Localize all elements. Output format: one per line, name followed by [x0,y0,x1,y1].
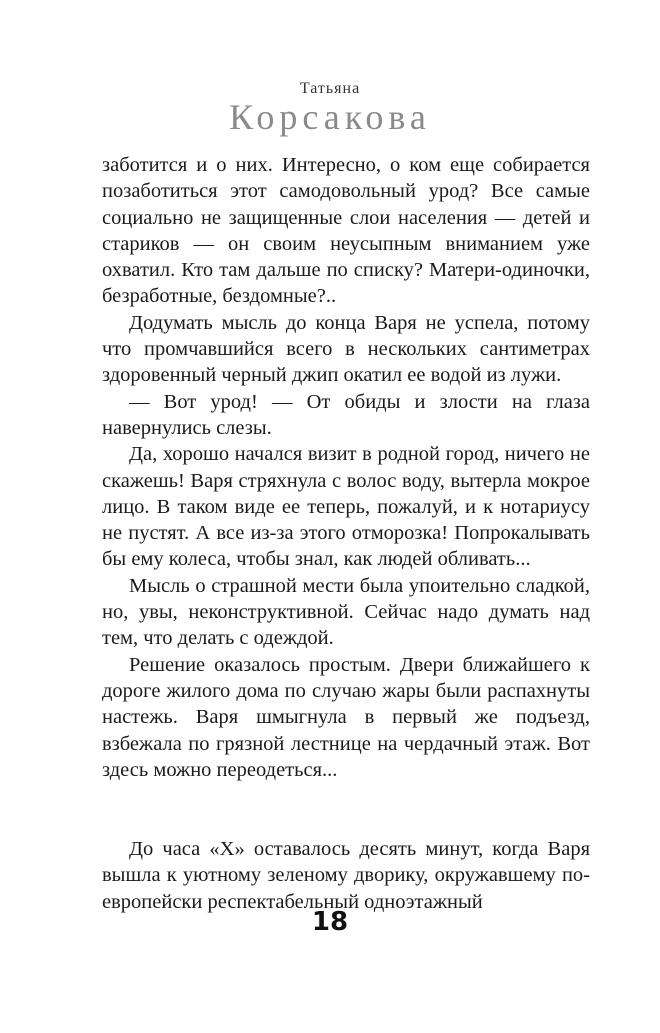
paragraph-7: До часа «Х» оставалось десять минут, когда Варя вышла к уютному зеленому дворику, окружавшему по-европейски респектабельный одноэтажный [102,838,590,913]
paragraph-4: Да, хорошо начался визит в родной город, ничего не скажешь! Варя стряхнула с волос воду, вытерла мокрое лицо. В таком виде ее теперь, пожалуй, и к нотариусу не пустят. А все из-за этого отморозка! Попрокалывать бы ему колеса, чтобы знал, как людей обливать... [102,443,590,571]
paragraph-2: Додумать мысль до конца Варя не успела, потому что промчавшийся всего в нескольких сантиметрах здоровенный черный джип окатил ее водой из лужи. [102,311,590,387]
page-body-text [102,152,590,915]
author-last-name: Корсакова [229,97,431,137]
paragraph-1: заботится и о них. Интересно, о ком еще собирается позаботиться этот самодовольный урод? Все самые социально не защищенные слои населения — детей и стариков — он своим неусыпным вниманием уже охватил. Кто там дальше по списку? Матери-одиночки, безработные, бездомные?.. [102,154,590,308]
paragraph-3: — Вот урод! — От обиды и злости на глаза навернулись слезы. [102,390,590,439]
paragraph-5: Мысль о страшной мести была упоительно сладкой, но, увы, неконструктивной. Сейчас надо думать над тем, что делать с одеждой. [102,574,590,650]
page-number: 18 [311,907,349,937]
author-first-name: Татьяна [299,80,361,97]
paragraph-6: Решение оказалось простым. Двери ближайшего к дороге жилого дома по случаю жары были распахнуты настежь. Варя шмыгнула в первый же подъезд, взбежала по грязной лестнице на чердачный этаж. Вот здесь можно переодеться... [102,653,590,781]
